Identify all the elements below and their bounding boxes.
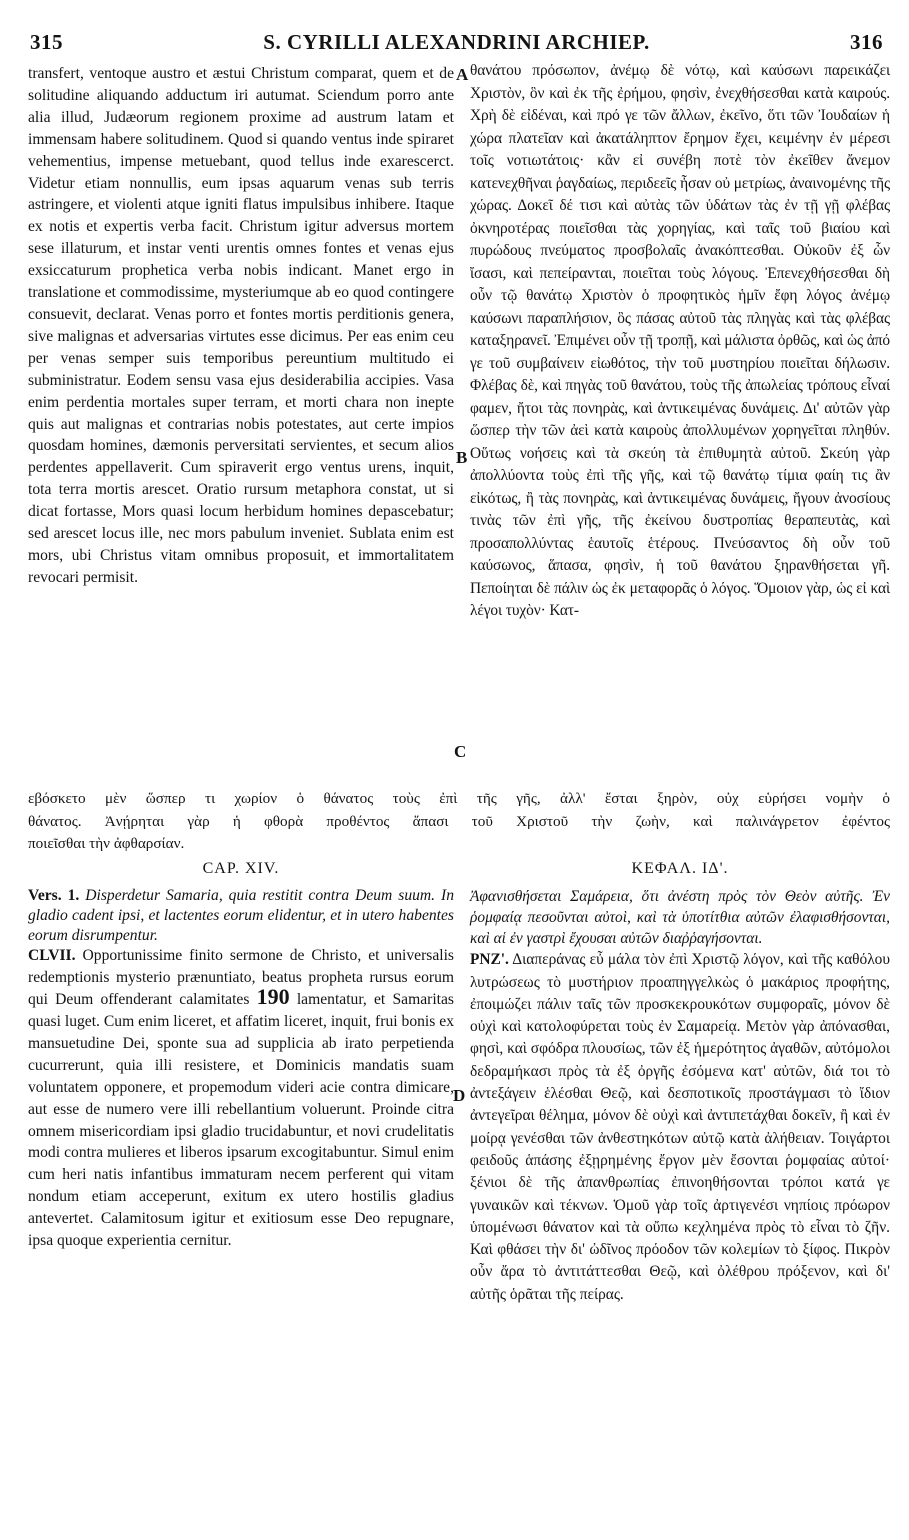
running-header [30, 30, 883, 60]
greek-bridge-text [28, 788, 890, 856]
page-number-right: 316 [850, 30, 883, 54]
latin-chapter-heading: CAP. XIV. [202, 860, 280, 877]
latin-section-text-1: Opportunissime finito sermone de Christo, et universalis redemptionis mysterio prænuntiato, beatus propheta rursus eorum qui Deum offenderant calamitates [28, 947, 454, 1009]
greek-section [470, 949, 890, 1306]
latin-section-number: CLVII. [28, 947, 76, 965]
bridge-line: ποιεῖσθαι τὴν ἀφθαρσίαν. [28, 835, 185, 852]
greek-section-text: Διαπεράνας εὖ μάλα τὸν ἐπὶ Χριστῷ λόγον, καὶ τῆς καθόλου λυτρώσεως τὸ μυστήριον προαπηγγελκὼς ὁ μακάριος προφήτης, ἐποιμώζει πάλιν ταῖς τῶν προσκεκρουκότων συμφοραῖς, μόνον δὲ οὐχὶ καὶ κατολοφύρεται τοὺς ἐν Σαμαρείᾳ. Μετὸν γὰρ ἀπόνασθαι, φησὶ, καὶ σφόδρα πλουσίως, τῶν ἐξ ἡμερότητος ἀγαθῶν, αὐτόμολοι δεδραμήκασι πρὸς τὰ ἐξ ὀργῆς ἐσόμενα κατ' αὐτῶν, διά τοι τὸ ἀντεξάγειν ἑλέσθαι Θεῷ, καὶ δεσποτικοῖς προστάγμασι τὸ ἴδιον ἀντεγεῖραι θέλημα, μόνον δὲ οὐχὶ καὶ ἀντιπετάχθαι δοκεῖν, ἢ καὶ ἐν μοίρᾳ γενέσθαι τῶν ἀνθεστηκότων αὐτῷ κατὰ ἀλήθειαν. Τοιγάρτοι φειδοῦς ἁπάσης ἐξῃρημένης ἔργον μὲν ἔσονται ῥομφαίας αὐτοί· ξένιοι δὲ τῆς ἀπανθρωπίας ἐπινοηθήσονται τρόποι κατά γε γυναικῶν καὶ τέκνων. Ὁμοῦ γὰρ τοῖς ἀρτιγενέσι νηπίοις πρόωρον ὑπομένωσι θάνατον καὶ τὰ οὔπω κεχλημένα πρὸς τὸ εἶναι τὸ ζῆν. Καὶ φθάσει τὴν δι' ὠδῖνος πρόοδον τῶν κολεμίων τὸ ξίφος. Πικρὸν οὖν ἄρα τὸ ἀντιτάττεσθαι Θεῷ, καὶ ὀλέθρου πρόξενον, καὶ δι' αὐτῆς ὁρᾶται τῆς πείρας. [470, 951, 890, 1303]
latin-section-text-2: lamentatur, et Samaritas quasi luget. Cum enim liceret, et affatim liceret, inquit, frui bonis ex mansuetudine Dei, sponte sua ad supplicia ab irato perpetienda cucurrerunt, quia illi resistere, et Dominicis mandatis suam voluntatem opponere, et propemodum videri acie contra dimicare, aut esse de numero vere illi rebellantium voluerunt. Proinde citra omnem misericordiam ipsi gladio trucidabuntur, et novi crudelitatis modi contra mulieres et liberos ipsarum excogitabuntur. Simul enim cum heri natis infantibus immaturam necem perferent qui vitam nondum etiam acceperunt, exitum ex utero hostilis gladius antevertet. Calamitosum igitur et exitiosum esse Deo repugnare, ipsa quoque experientia cernitur. [28, 991, 454, 1250]
latin-verse-text: Disperdetur Samaria, quia restitit contra Deum suum. In gladio cadent ipsi, et lactentes eorum elidentur, et in utero habentes eorum disrumpentur. [28, 886, 455, 944]
running-title: S. CYRILLI ALEXANDRINI ARCHIEP. [263, 30, 650, 54]
latin-verse-label: Vers. 1. [28, 886, 80, 904]
greek-verse: Ἀφανισθήσεται Σαμάρεια, ὅτι ἀνέστη πρὸς τὸν Θεὸν αὐτῆς. Ἐν ῥομφαίᾳ πεσοῦνται αὐτοὶ, καὶ τὰ ὑποτίτθια αὐτῶν ἐλαφισθήσονται, καὶ αἱ ἐν γαστρὶ ἔχουσαι αὐτῶν διαῤῥαγήσονται. [470, 888, 890, 948]
greek-section-number: ΡΝΖ'. [470, 951, 509, 969]
edition-page-number: 190 [256, 984, 290, 1010]
margin-marker-c: C [454, 742, 467, 761]
greek-paragraph: θανάτου πρόσωπον, ἀνέμῳ δὲ νότῳ, καὶ καύσωνι παρεικάζει Χριστὸν, ὃν καὶ ἐκ τῆς ἐρήμου, φησὶν, ἐνεχθήσεσθαι κατὰ καιρούς. Χρὴ δὲ εἰδέναι, καὶ πρό γε τῶν ἄλλων, ἐκεῖνο, ὅτι τῶν Ἰουδαίων ἡ χώρα πλατεῖαν καὶ ἀκατάληπτον ἔρημον ἔχει, κειμένην ἐν μέρεσι τοῖς νοτιωτάτοις· κἂν εἰ συνέβη ποτὲ τὸν ἐκεῖθεν ἄνεμον κατενεχθῆναι ῥαγδαίως, περιδεεῖς ἦσαν οὐ μετρίως, ἀναινομένης τῆς χώρας. Δοκεῖ δέ τισι καὶ αὐτὰς τῶν ὑδάτων τὰς ἐν τῇ γῇ φλέβας ὀκνηροτέρας ποιεῖσθαι τὰς χορηγίας, καὶ ταῖς τοῦ βιαίου καὶ πυρώδους πνεύματος προσβολαῖς ἀνακόπτεσθαι. Οὐκοῦν ἐξ ὧν ἴσασι, καὶ πεπείρανται, ποιεῖται τοὺς λόγους. Ἐπενεχθήσεσθαι δὴ οὖν τῷ θανάτῳ Χριστὸν ὁ προφητικὸς ἡμῖν ἔφη λόγος ἀνέμῳ καύσωνι παραπλήσιον, ὃς πάσας αὐτοῦ τὰς πληγὰς καὶ τὰς φλέβας καταξηρανεῖ. Ἐπιμένει οὖν τῇ τροπῇ, καὶ μάλιστα ὀρθῶς, καὶ ὡς ἀπό γε τοῦ συμβαίνειν εἰωθότος, τὴν τοῦ μυστηρίου ποιεῖται δήλωσιν. Φλέβας δὲ, καὶ πηγὰς τοῦ θανάτου, τοὺς τῆς ἀπωλείας τρόπους εἶναί φαμεν, ἤτοι τὰς πονηρὰς, καὶ ἀντικειμένας δυνάμεις. Δι' αὐτῶν γὰρ ὥσπερ τὴν τῶν ἀεὶ κατὰ καιροὺς ἀπολλυμένων χορηγεῖται πληθύν. Οὕτως νοήσεις καὶ τὰ σκεύη τὰ ἐπιθυμητὰ αὐτοῦ. Σκεύη γὰρ ἀπολλύοντα τοὺς ἐπὶ τῆς γῆς, καὶ τῷ θανάτῳ τίμια φαίη τις ἂν εἰκότως, ἢ τὰς πονηρὰς, καὶ ἀντικειμένας δυνάμεις, ἤγουν ἀνοσίους τινὰς τῶν ἐπὶ γῆς, τῆς ἐκείνου δυστροπίας θεραπευτὰς, καὶ προσαπολλύντας ἑαυτοῖς ἑτέρους. Πνεύσαντος δὴ οὖν τοῦ καύσωνος, ἅπασα, φησὶν, ἡ τοῦ θανάτου ξηρανθήσεται γῆ. Πεποίηται δὲ πάλιν ὡς ἐκ μεταφορᾶς ὁ λόγος. Ὅμοιον γὰρ, ὡς εἰ καὶ λέγοι τυχὸν· Κατ- [470, 62, 890, 619]
margin-marker-a: A [456, 65, 469, 84]
page-number-left: 315 [30, 30, 63, 54]
latin-paragraph: transfert, ventoque austro et æstui Christum comparat, quem et de solitudine aliquando adductum iri autumat. Sciendum porro ante alia illud, Judæorum regionem proxime ad austrum latam et immensam habere solitudinem. Quod si quando ventus inde spiraret vehementius, impense metuebant, quod tellus inde exarescerct. Videtur etiam nonnullis, eum ipsas aquarum venas sub terris astringere, et violenti atque igniti flatus impulsibus inhibere. Itaque ex notis et expertis verba facit. Christum igitur adversus mortem sese illaturum, et instar venti urentis omnes fontes et venas ejus exsiccaturum prophetica verba nobis indicant. Manet ergo in translatione et commodissime, mysteriumque ab eo quod contingere consuevit, declarat. Venas porro et fontes mortis perditionis genera, sive malignas et adversarias virtutes esse dicimus. Per eas enim ceu per venas semper suis temporibus pereuntium multitudo ei subministratur. Eodem sensu vasa ejus desiderabilia accipies. Vasa enim perdentia mortales super terram, et morti chara non inepte quis aut malignas et contrarias nobis potestates, aut certe impios quosdam homines, dæmonis perversitati servientes, et secum alios perdentes appellaverit. Cum spiraverit ergo ventus urens, inquit, tota terra mortis arescet. Oratio rursum metaphora constat, ut si dicat fortasse, Mors quasi locum herbidum homines depascebatur; sed arescet locus ille, nec mors pabulum inveniet. Sublata enim est mors, ubi Christus vitam omnibus proposuit, et immortalitatem revocari permisit. [28, 65, 454, 586]
greek-column-bottom [470, 858, 890, 1306]
margin-marker-b: B [456, 448, 468, 467]
greek-chapter-heading: ΚΕΦΑΛ. ΙΔ'. [631, 860, 729, 877]
bridge-line: εβόσκετο μὲν ὥσπερ τι χωρίον ὁ θάνατος τοὺς ἐπὶ τῆς γῆς, ἀλλ' ἔσται ξηρὸν, οὐχ εὑρήσει νομὴν ὁ [28, 790, 890, 807]
latin-verse [28, 886, 454, 945]
latin-column-bottom [28, 858, 454, 1252]
latin-column-top [28, 63, 454, 589]
latin-section [28, 945, 454, 1252]
margin-marker-d: D [453, 1086, 466, 1105]
bridge-line: θάνατος. Ἀνῄρηται γὰρ ἡ φθορὰ προθέντος ἅπασι τοῦ Χριστοῦ τὴν ζωὴν, καὶ παλινάγρετον ἐφέντος [28, 812, 890, 830]
greek-column-top [470, 60, 890, 623]
